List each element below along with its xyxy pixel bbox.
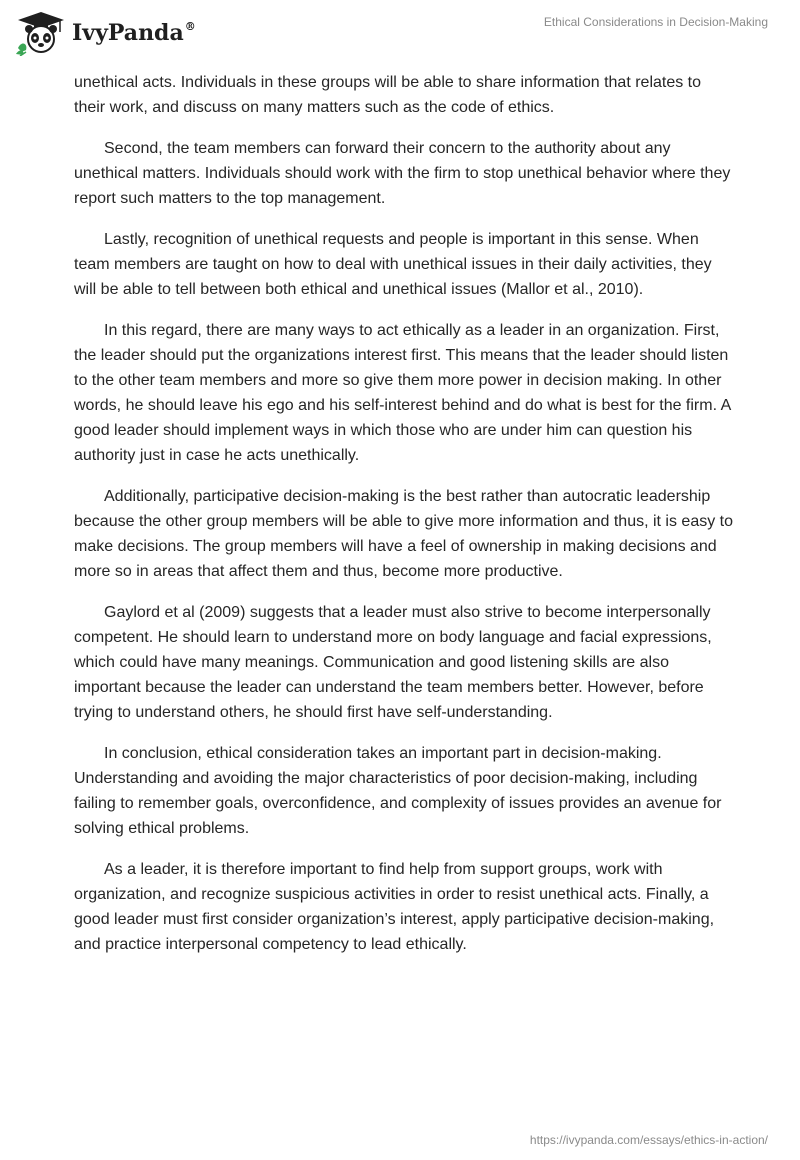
brand-name: IvyPanda® bbox=[72, 20, 196, 46]
ivypanda-logo[interactable] bbox=[14, 8, 196, 58]
paragraph: Gaylord et al (2009) suggests that a leader must also strive to become interpersonally competent. He should learn to understand more on body language and facial expressions, which could have many meanings. Communication and good listening skills are also important because the leader can understand the team members better. However, before trying to understand others, he should first have self-understanding. bbox=[74, 604, 712, 721]
document-title: Ethical Considerations in Decision-Making bbox=[543, 15, 768, 29]
paragraph: Lastly, recognition of unethical requests and people is important in this sense. When team members are taught on how to deal with unethical issues in their daily activities, they will be able to tell between both ethical and unethical issues (Mallor et al., 2010). bbox=[74, 231, 712, 298]
panda-graduate-icon bbox=[14, 10, 68, 56]
essay-body bbox=[74, 70, 734, 973]
paragraph: Second, the team members can forward their concern to the authority about any unethical matters. Individuals should work with the firm to stop unethical behavior where they report such matters to the top management. bbox=[74, 140, 731, 207]
paragraph: unethical acts. Individuals in these groups will be able to share information that relates to their work, and discuss on many matters such as the code of ethics. bbox=[74, 74, 702, 116]
paragraph: As a leader, it is therefore important to find help from support groups, work with organization, and recognize suspicious activities in order to resist unethical acts. Finally, a good leader must first consider organization’s interest, apply participative decision-making, and practice interpersonal competency to lead ethically. bbox=[74, 861, 715, 953]
paragraph: In this regard, there are many ways to act ethically as a leader in an organization. First, the leader should put the organizations interest first. This means that the leader should listen to the other team members and more so give them more power in decision making. In other words, he should leave his ego and his self-interest behind and do what is best for the firm. A good leader should implement ways in which those who are under him can question his authority just in case he acts unethically. bbox=[74, 322, 731, 464]
paragraph: In conclusion, ethical consideration takes an important part in decision-making. Understanding and avoiding the major characteristics of poor decision-making, including failing to remember goals, overconfidence, and complexity of issues provides an avenue for solving ethical problems. bbox=[74, 745, 722, 837]
page-header bbox=[0, 0, 800, 72]
source-url[interactable]: https://ivypanda.com/essays/ethics-in-action/ bbox=[529, 1133, 768, 1147]
paragraph: Additionally, participative decision-making is the best rather than autocratic leadership because the other group members will be able to give more information and thus, it is easy to make decisions. The group members will have a feel of ownership in making decisions and more so in areas that affect them and thus, become more productive. bbox=[74, 488, 734, 580]
